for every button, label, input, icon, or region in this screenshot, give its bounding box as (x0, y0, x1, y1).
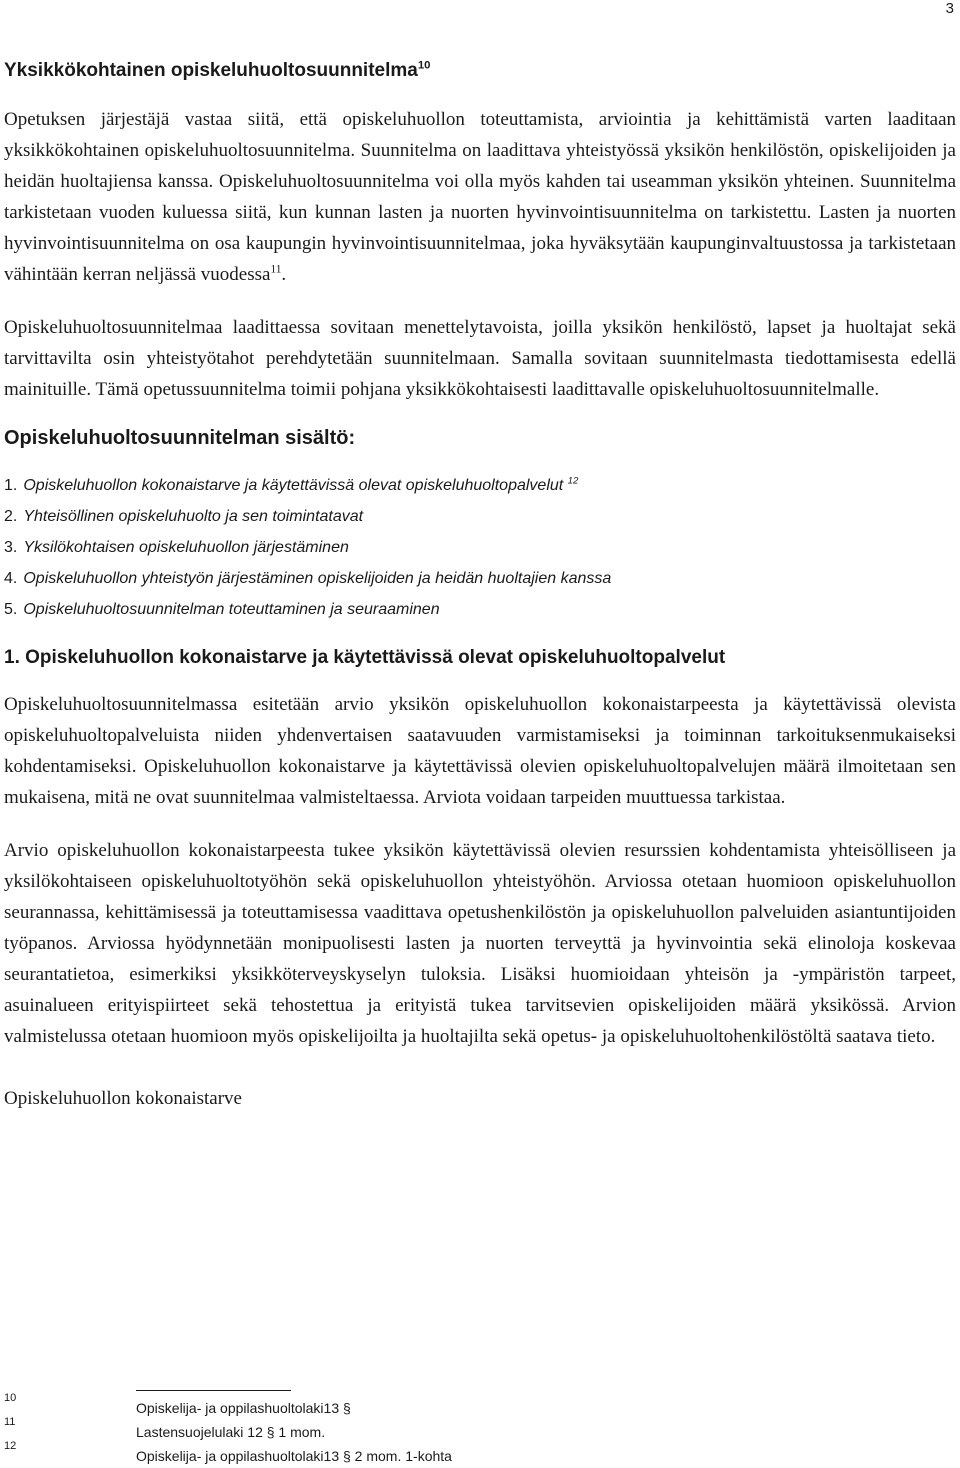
list-item-number: 4. (4, 570, 18, 587)
page-number: 3 (945, 0, 954, 17)
footnote-number: 11 (4, 1416, 16, 1428)
footnote-text: Opiskelija- ja oppilashuoltolaki13 § 2 mom. 1-kohta (136, 1448, 452, 1464)
footnote (4, 1416, 904, 1444)
list-item-number: 2. (4, 508, 18, 525)
list-item (4, 532, 956, 563)
list-item-text: Yksilökohtaisen opiskeluhuollon järjestäminen (23, 539, 349, 556)
footnote-text: Lastensuojelulaki 12 § 1 mom. (136, 1424, 326, 1440)
list-item-text: Opiskeluhuollon yhteistyön järjestäminen opiskelijoiden ja heidän huoltajien kanssa (23, 570, 612, 587)
paragraph-intro-end: . (281, 264, 287, 285)
footnote (4, 1440, 904, 1468)
list-item (4, 563, 956, 594)
footnote-ref: 12 (567, 475, 579, 487)
list-item (4, 594, 956, 625)
list-item-text: Opiskeluhuollon kokonaistarve ja käytettävissä olevat opiskeluhuoltopalvelut (23, 477, 564, 494)
list-item-number: 3. (4, 539, 18, 556)
footnote-number: 12 (4, 1440, 17, 1452)
footnote (4, 1392, 904, 1420)
contents-list (4, 470, 956, 625)
list-item-text: Yhteisöllinen opiskeluhuolto ja sen toimintatavat (23, 508, 364, 525)
document-body (4, 60, 956, 1110)
list-item-text: Opiskeluhuoltosuunnitelman toteuttaminen ja seuraaminen (23, 601, 440, 618)
contents-heading: Opiskeluhuoltosuunnitelman sisältö: (4, 427, 356, 449)
paragraph-resources: Arvio opiskeluhuollon kokonaistarpeesta tukee yksikön käytettävissä olevien resurssien kohdentamista yhteisölliseen ja yksilökohtaiseen opiskeluhuoltotyöhön sekä opiskeluhuollon yhteistyöhön. Arviossa otetaan huomioon opiskeluhuollon seurannassa, kehittämisessä ja toteuttamisessa vaadittava opetushenkilöstön ja opiskeluhuollon palveluiden asiantuntijoiden työpanos. Arviossa hyödynnetään monipuolisesti lasten ja nuorten terveyttä ja hyvinvointia sekä elinoloja koskevaa seurantatietoa, esimerkiksi yksikköterveyskyselyn tuloksia. Lisäksi huomioidaan yhteisön ja -ympäristön tarpeet, asuinalueen erityispiirteet sekä tehostettua ja erityistä tukea tarvitsevien opiskelijoiden määrä yksikössä. Arvion valmistelussa otetaan huomioon myös opiskelijoilta ja huoltajilta sekä opetus- ja opiskeluhuoltohenkilöstöltä saatava tieto. (4, 840, 956, 1047)
paragraph-procedures: Opiskeluhuoltosuunnitelmaa laadittaessa sovitaan menettelytavoista, joilla yksikön henkilöstö, lapset ja huoltajat sekä tarvittavilta osin yhteistyötahot perehdytetään suunnitelmaan. Samalla sovitaan suunnitelmasta tiedottamisesta edellä mainituille. Tämä opetussuunnitelma toimii pohjana yksikkökohtaisesti laadittavalle opiskeluhuoltosuunnitelmalle. (4, 317, 956, 400)
paragraph-assessment: Opiskeluhuoltosuunnitelmassa esitetään arvio yksikön opiskeluhuollon kokonaistarpeesta ja käytettävissä olevista opiskeluhuoltopalveluista niiden yhdenvertaisen saatavuuden varmistamiseksi ja toiminnan tarkoituksenmukaiseksi kohdentamiseksi. Opiskeluhuollon kokonaistarve ja käytettävissä olevien opiskeluhuoltopalvelujen määrä ilmoitetaan sen mukaisena, mitä ne ovat suunnitelmaa valmisteltaessa. Arviota voidaan tarpeiden muuttuessa tarkistaa. (4, 694, 956, 808)
subsection-heading: Opiskeluhuollon kokonaistarve (4, 1088, 242, 1109)
list-item (4, 501, 956, 532)
list-item-number: 1. (4, 477, 18, 494)
footnote-ref: 10 (417, 59, 431, 72)
paragraph-intro (4, 104, 956, 290)
document-title (4, 60, 956, 82)
footnote-number: 10 (4, 1392, 17, 1404)
footnote-ref: 11 (270, 263, 282, 276)
footnote-separator (136, 1390, 291, 1391)
paragraph-intro-text: Opetuksen järjestäjä vastaa siitä, että opiskeluhuollon toteuttamista, arviointia ja kehittämistä varten laaditaan yksikkökohtainen opiskeluhuoltosuunnitelma. Suunnitelma on laadittava yhteistyössä yksikön henkilöstön, opiskelijoiden ja heidän huoltajiensa kanssa. Opiskeluhuoltosuunnitelma voi olla myös kahden tai useamman yksikön yhteinen. Suunnitelma tarkistetaan vuoden kuluessa siitä, kun kunnan lasten ja nuorten hyvinvointisuunnitelma on tarkistettu. Lasten ja nuorten hyvinvointisuunnitelma on osa kaupungin hyvinvointisuunnitelmaa, joka hyväksytään kaupunginvaltuustossa ja tarkistetaan vähintään kerran neljässä vuodessa (4, 109, 956, 285)
document-title-text: Yksikkökohtainen opiskeluhuoltosuunnitelma (4, 60, 418, 81)
list-item-number: 5. (4, 601, 18, 618)
footnote-text: Opiskelija- ja oppilashuoltolaki13 § (136, 1400, 351, 1416)
section-heading: 1. Opiskeluhuollon kokonaistarve ja käytettävissä olevat opiskeluhuoltopalvelut (4, 647, 726, 668)
list-item (4, 470, 956, 501)
